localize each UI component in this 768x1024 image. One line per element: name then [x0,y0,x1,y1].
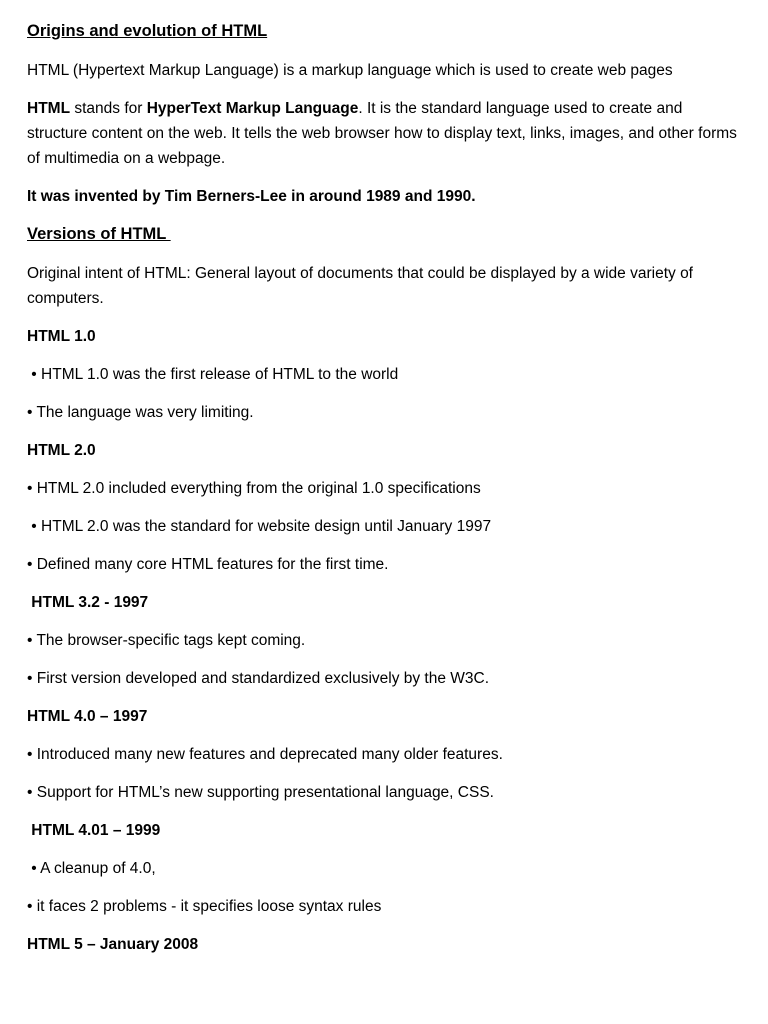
bullet-item: • Introduced many new features and deprecated many older features. [27,746,503,763]
bullet-item: • A cleanup of 4.0, [27,860,156,877]
version-title-html-4-0: HTML 4.0 – 1997 [27,708,148,725]
version-title-html-5: HTML 5 – January 2008 [27,936,199,953]
version-title-html-2-0: HTML 2.0 [27,442,96,459]
bullet-item: • Support for HTML’s new supporting presentational language, CSS. [27,784,494,801]
intro-paragraph: HTML (Hypertext Markup Language) is a markup language which is used to create web pages [27,62,673,79]
bullet-item: • HTML 2.0 was the standard for website design until January 1997 [27,518,492,535]
version-title-html-3-2: HTML 3.2 - 1997 [27,594,149,611]
original-intent-paragraph: Original intent of HTML: General layout of documents that could be displayed by a wide variety of computers. [27,265,693,307]
heading-versions: Versions of HTML [27,225,171,243]
invented-line: It was invented by Tim Berners-Lee in around 1989 and 1990. [27,188,476,205]
bullet-item: • HTML 2.0 included everything from the original 1.0 specifications [27,480,481,497]
bullet-item: • The browser-specific tags kept coming. [27,632,306,649]
heading-origins: Origins and evolution of HTML [27,22,268,40]
definition-paragraph [27,96,744,171]
bullet-item: • HTML 1.0 was the first release of HTML to the world [27,366,399,383]
bullet-item: • Defined many core HTML features for the first time. [27,556,389,573]
bullet-item: • First version developed and standardized exclusively by the W3C. [27,670,490,687]
definition-text-1: stands for [70,100,147,117]
version-title-html-1-0: HTML 1.0 [27,328,96,345]
version-title-html-4-01: HTML 4.01 – 1999 [27,822,161,839]
bold-html-term: HTML [27,100,71,117]
bullet-item: • it faces 2 problems - it specifies loose syntax rules [27,898,382,915]
bullet-item: • The language was very limiting. [27,404,254,421]
bold-hypertext-term: HyperText Markup Language [146,100,359,117]
definition-text-2: . It is the standard language used to create and structure content on the web. It tells the web browser how to display text, links, images, and other forms of multimedia on a webpage. [27,100,737,167]
